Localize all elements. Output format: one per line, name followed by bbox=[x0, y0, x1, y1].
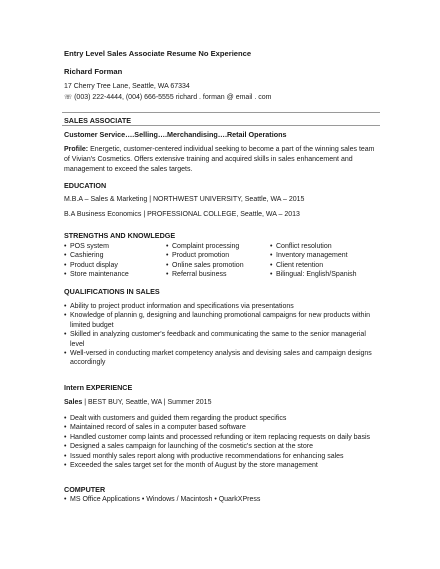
candidate-name: Richard Forman bbox=[64, 67, 123, 76]
list-item: • Product display bbox=[64, 261, 164, 270]
experience-heading: Intern EXPERIENCE bbox=[64, 383, 133, 392]
list-item: • Referral business bbox=[166, 270, 266, 279]
divider bbox=[62, 125, 380, 126]
education-item: M.B.A – Sales & Marketing | NORTHWEST UNIVERSITY, Seattle, WA – 2015 bbox=[64, 196, 305, 203]
list-item: • Skilled in analyzing customer's feedback and communicating the same to the senior managerial level bbox=[64, 330, 378, 349]
headline: SALES ASSOCIATE bbox=[64, 116, 132, 125]
divider bbox=[62, 112, 380, 113]
experience-position bbox=[64, 398, 380, 408]
education-item: B.A Business Economics | PROFESSIONAL COLLEGE, Seattle, WA – 2013 bbox=[64, 211, 300, 218]
list-item: • Ability to project product information and specifications via presentations bbox=[64, 302, 378, 311]
list-item: • Dealt with customers and guided them regarding the product specifics bbox=[64, 414, 382, 423]
computer-list bbox=[64, 495, 382, 504]
tagline: Customer Service….Selling….Merchandising….Retail Operations bbox=[64, 130, 287, 139]
list-item: • Inventory management bbox=[270, 251, 385, 260]
list-item: • Issued monthly sales report along with productive recommendations for enhancing sales bbox=[64, 452, 382, 461]
strengths-heading: STRENGTHS AND KNOWLEDGE bbox=[64, 231, 176, 240]
qualifications-heading: QUALIFICATIONS IN SALES bbox=[64, 287, 160, 296]
profile-text: Energetic, customer-centered individual seeking to become a part of the winning sales team of Vivian's Cosmetics. Offers extensive training and acquired skills in sales enhancement and management to exceed the sales targets. bbox=[64, 146, 375, 174]
experience-role: Sales bbox=[64, 399, 83, 406]
computer-heading: COMPUTER bbox=[64, 485, 106, 494]
list-item: • Product promotion bbox=[166, 251, 266, 260]
list-item: • Cashiering bbox=[64, 251, 164, 260]
profile-paragraph bbox=[64, 145, 380, 176]
list-item: • Client retention bbox=[270, 261, 385, 270]
profile-label: Profile: bbox=[64, 146, 89, 153]
strengths-column-3 bbox=[270, 242, 385, 280]
phone-icon: ☏ bbox=[64, 94, 73, 101]
list-item: • Handled customer comp laints and processed refunding or item replacing requests on daily basis bbox=[64, 433, 382, 442]
education-heading: EDUCATION bbox=[64, 181, 107, 190]
list-item: • Well-versed in conducting market competency analysis and devising sales and campaign designs accordingly bbox=[64, 349, 378, 368]
list-item: • Knowledge of plannin g, designing and launching promotional campaigns for new products within limited budget bbox=[64, 311, 378, 330]
email[interactable]: richard . forman @ email . com bbox=[175, 94, 272, 101]
experience-list bbox=[64, 414, 382, 470]
list-item: • MS Office Applications • Windows / Macintosh • QuarkXPress bbox=[64, 495, 382, 504]
qualifications-list bbox=[64, 302, 378, 368]
list-item: • POS system bbox=[64, 242, 164, 251]
contact-line bbox=[64, 93, 272, 101]
strengths-column-1 bbox=[64, 242, 164, 280]
list-item: • Maintained record of sales in a computer based software bbox=[64, 423, 382, 432]
document-title: Entry Level Sales Associate Resume No Experience bbox=[64, 49, 252, 58]
list-item: • Online sales promotion bbox=[166, 261, 266, 270]
list-item: • Complaint processing bbox=[166, 242, 266, 251]
list-item: • Exceeded the sales target set for the month of August by the store management bbox=[64, 461, 382, 470]
experience-employer: | BEST BUY, Seattle, WA | Summer 2015 bbox=[82, 399, 212, 406]
list-item: • Bilingual: English/Spanish bbox=[270, 270, 385, 279]
list-item: • Designed a sales campaign for launching of the cosmetic's section at the store bbox=[64, 442, 382, 451]
strengths-column-2 bbox=[166, 242, 266, 280]
list-item: • Store maintenance bbox=[64, 270, 164, 279]
phone-numbers: (003) 222-4444, (004) 666-5555 bbox=[74, 94, 174, 101]
address: 17 Cherry Tree Lane, Seattle, WA 67334 bbox=[64, 83, 190, 90]
list-item: • Conflict resolution bbox=[270, 242, 385, 251]
